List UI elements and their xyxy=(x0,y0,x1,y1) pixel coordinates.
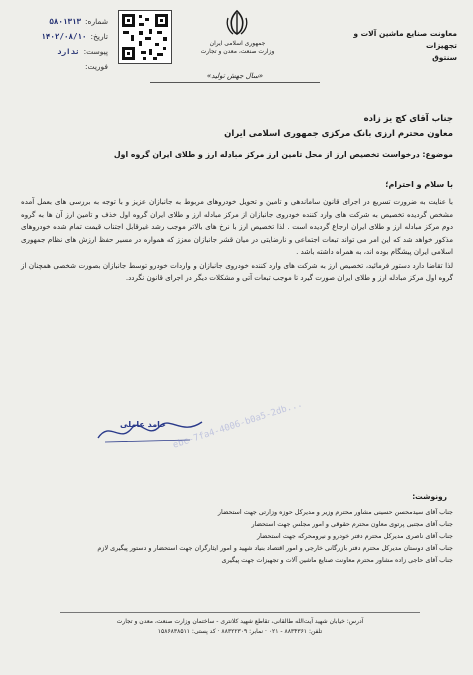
country-name: جمهوری اسلامی ایران xyxy=(209,40,266,47)
letter-subject: موضوع: درخواست تخصیص ارز از محل تامین ارز مرکز مبادله ارز و طلای ایران گروه اول xyxy=(113,150,453,159)
body-paragraph: با عنایت به ضرورت تسریع در اجرای قانون ساماندهی و تامین و تحویل خودروهای مربوط به جانبازان عزیز و با توجه به بررسی های بعمل آمده مشخص گردیده تخصیص به شرکت های وارد کننده خودروی جانبازان از مرکز مبادله ارز و طلای ایران گروه اول خذف و تامین ارز آن ها به گروه دوم مرکز مبادله ارز و طلای ایران ارجاع گردیده است . لذا تخصیص ارز با نرخ های بالاتر موجب رشد غیرقابل اجتناب قیمت تمام شده خودروهای مذکور خواهد شد که این امر می تواند تبعات اجتماعی و نارضایتی در میان قشر جانبازان معزز که همواره در مسیر حفظ ارزش های نظام جمهوری اسلامی ایران پیشگام بوده اند، به همراه داشته باشد . xyxy=(21,197,453,256)
ministry-name: وزارت صنعت، معدن و تجارت xyxy=(200,48,275,55)
letter-footer xyxy=(60,612,420,637)
footer-address: آدرس: خیابان شهید آیت‌الله طالقانی، تقاطع شهید کلانتری - ساختمان وزارت صنعت، معدن و تجارت xyxy=(116,618,364,625)
letter-number: شماره:۵۸۰۱۳۱۳ xyxy=(49,17,108,26)
letter-body xyxy=(21,196,453,286)
letter-priority: فوریت: xyxy=(84,62,108,71)
recipient-name: جناب آقای کچ یز زاده xyxy=(363,114,453,124)
cc-title: رونوشت: xyxy=(412,492,447,501)
ministry-title xyxy=(190,40,285,56)
cc-item: جناب آقای دوستان مدیرکل محترم دفتر بازرگانی خارجی و امور اقتصاد بنیاد شهید و امور ایثارگران جهت استحضار و دستور پیگیری لازم xyxy=(97,544,453,552)
letter-date: تاریخ:۱۴۰۲/۰۸/۱۰ xyxy=(41,32,108,41)
letter-metadata xyxy=(8,14,108,74)
org-line: معاونت صنایع ماشین آلات و تجهیزات xyxy=(353,29,457,50)
qr-code-icon xyxy=(118,10,172,64)
cc-item: جناب آقای سیدمحسن حسینی مشاور محترم وزیر و مدیرکل حوزه وزارتی جهت استحضار xyxy=(217,508,453,516)
signature-name: حامد عاملی xyxy=(120,420,166,429)
footer-contact: تلفن: ۸۸۳۴۳۶۱ - ۰۲۱ · نمابر: ۸۸۳۲۲۳۰۹ · کد پستی: ۱۵۸۶۸۳۸۵۱۱ xyxy=(157,628,323,635)
year-slogan: «سال جهش تولید» xyxy=(150,72,320,83)
recipient-block xyxy=(23,112,453,142)
organization-header xyxy=(339,28,457,64)
cc-list xyxy=(13,506,453,566)
greeting: با سلام و احترام؛ xyxy=(385,180,453,189)
org-line: سنتوق xyxy=(432,53,457,62)
cc-item: جناب آقای مجتبی پرتوی معاون محترم حقوقی و امور مجلس جهت استحضار xyxy=(251,520,453,528)
recipient-title: معاون محترم ارزی بانک مرکزی جمهوری اسلامی ایران xyxy=(224,129,453,139)
watermark-text: ebc-7fa4-4006-b0a5-2db... xyxy=(171,399,304,451)
cc-item: جناب آقای حاجی زاده مشاور محترم معاونت صنایع ماشین آلات و تجهیزات جهت پیگیری xyxy=(221,556,453,564)
iran-emblem-icon xyxy=(222,8,252,38)
letter-attachment: پیوست:ندارد xyxy=(57,47,108,56)
cc-item: جناب آقای ناصری مدیرکل محترم دفتر خودرو و نیرومحرکه جهت استحضار xyxy=(256,532,453,540)
body-paragraph: لذا تقاضا دارد دستور فرمائید، تخصیص ارز به شرکت های وارد کننده خودروی جانبازان و واردات خودرو توسط جانبازان بصورت شخصی همچنان از گروه اول مرکز مبادله ارز و طلای ایران صورت گیرد تا موجب تبعات آتی و مشکلات دیگر در اجرای قانون نگردد. xyxy=(21,260,453,282)
